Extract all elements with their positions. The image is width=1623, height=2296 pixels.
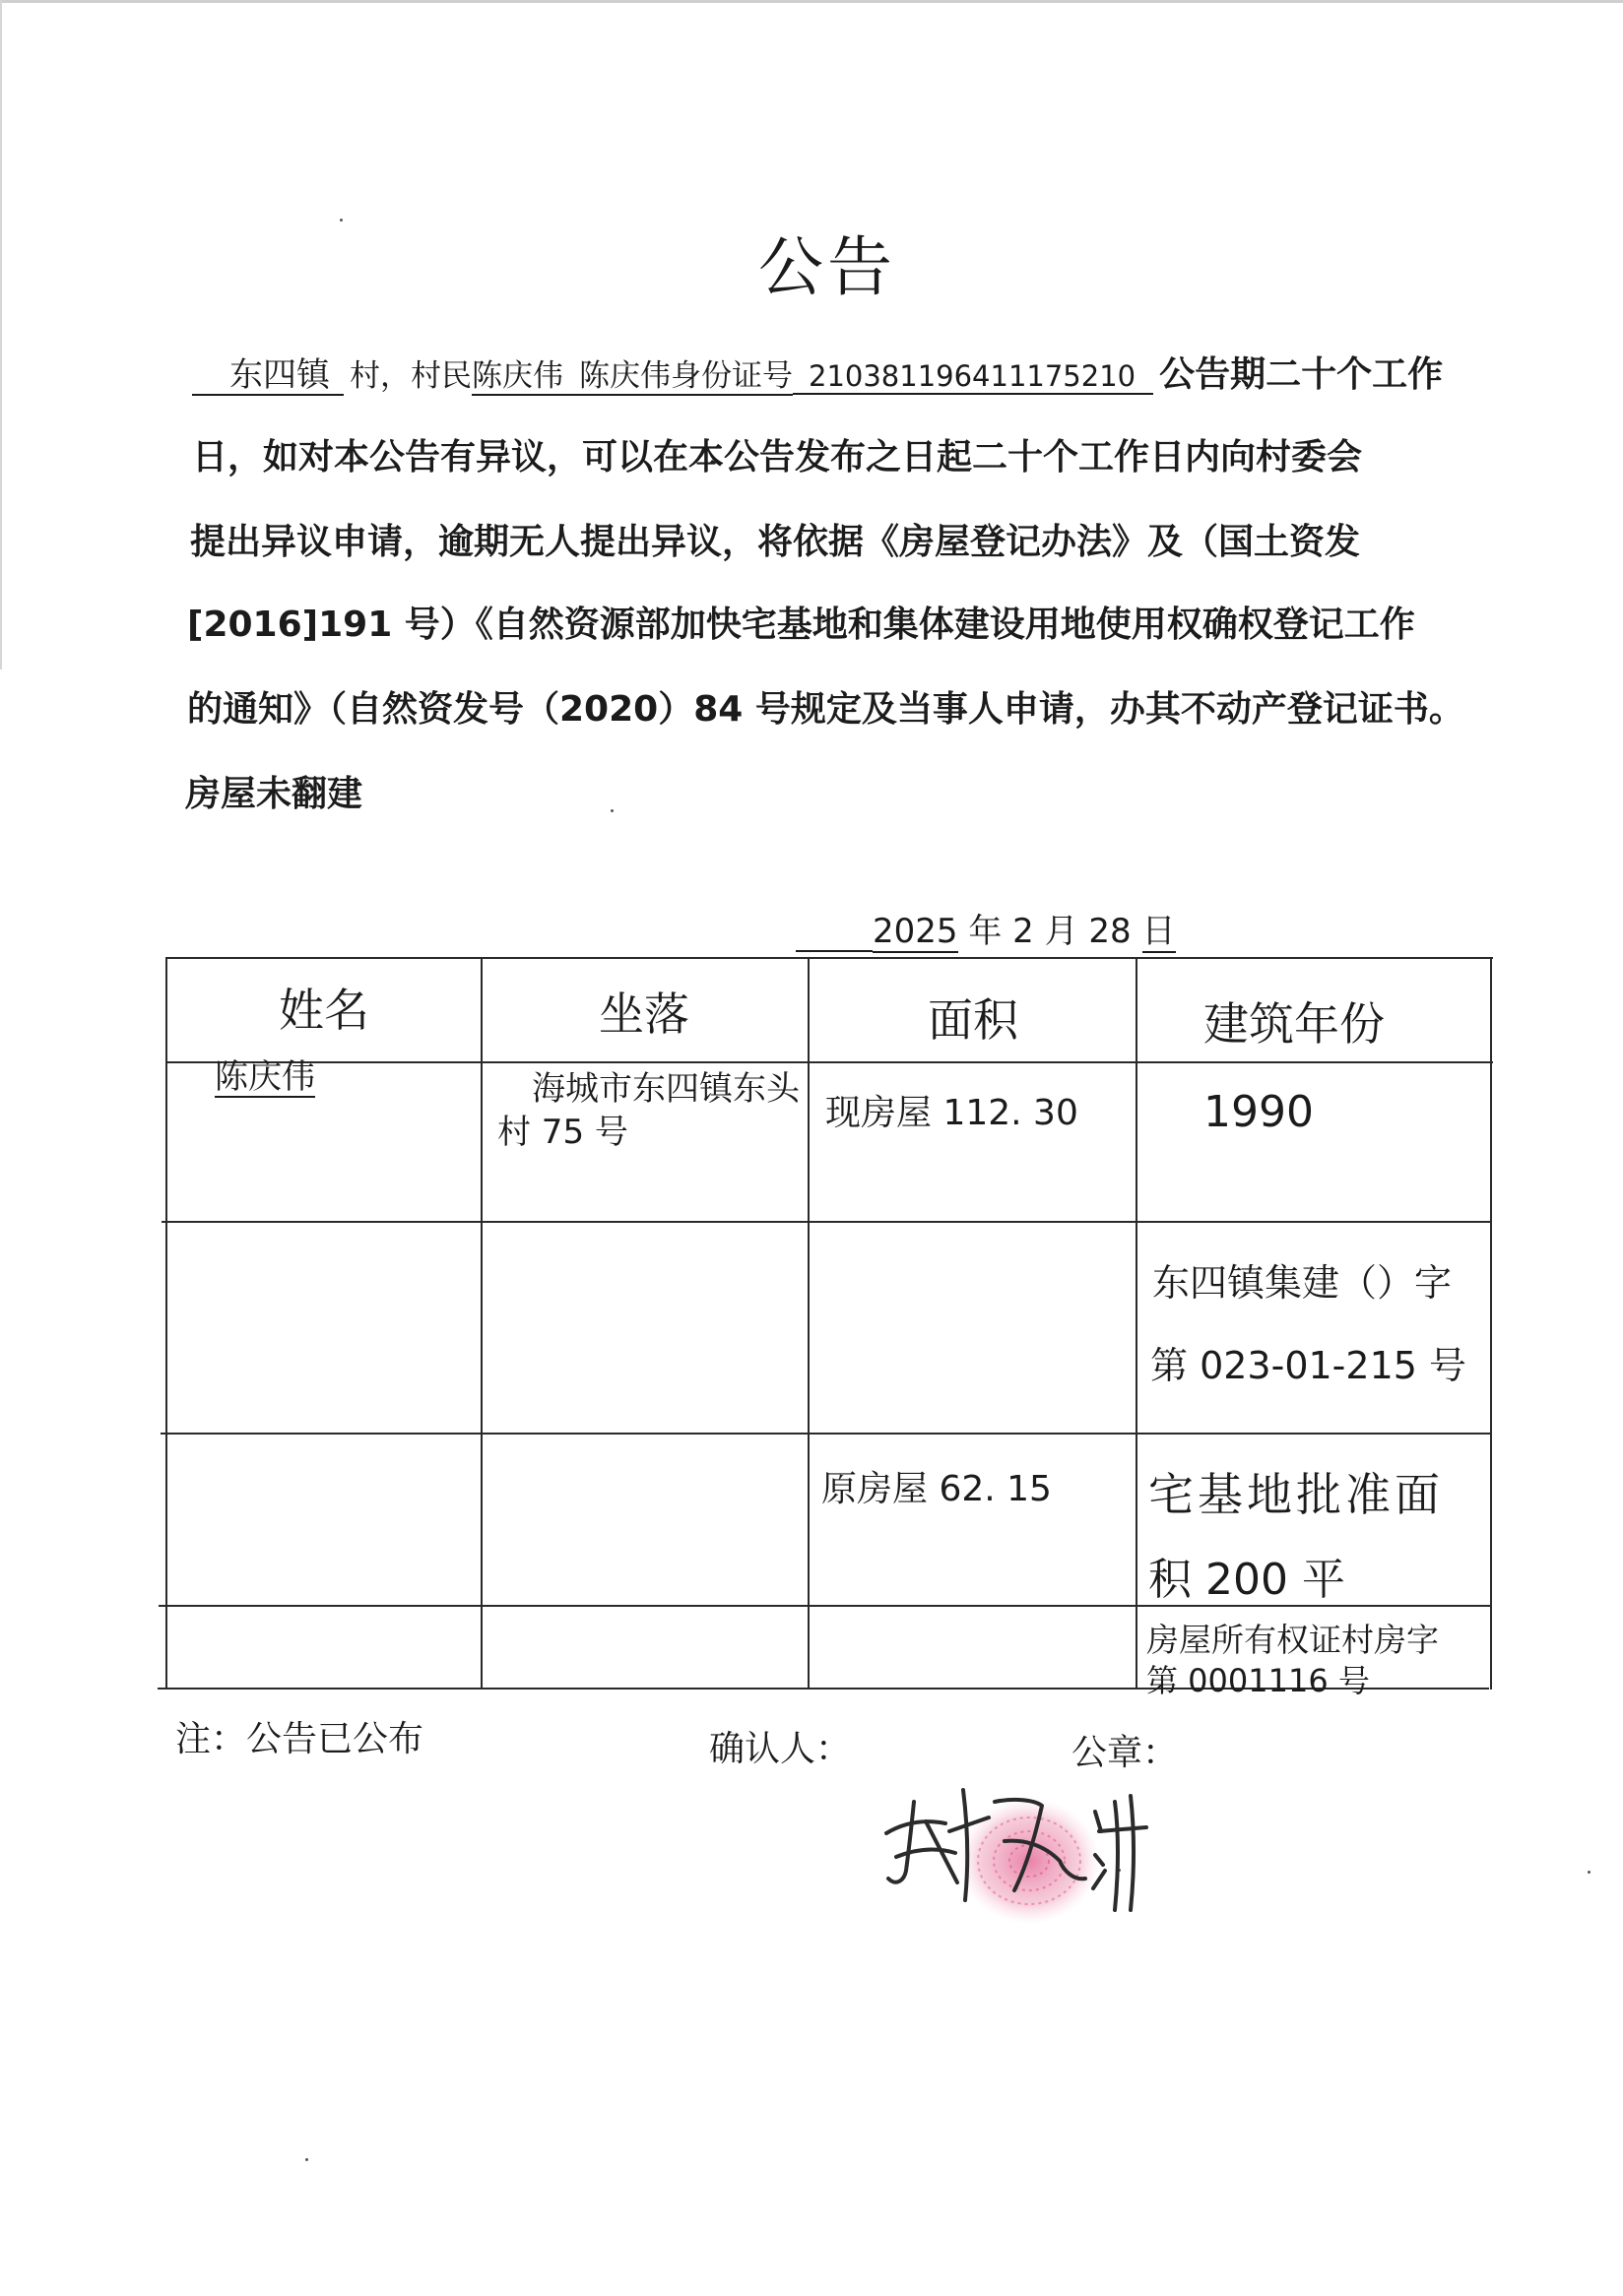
notice-line-3: 提出异议申请，逾期无人提出异议，将依据《房屋登记办法》及（国土资发 bbox=[190, 522, 1361, 562]
table-header-area: 面积 bbox=[928, 993, 1018, 1047]
table-row-divider bbox=[162, 1221, 1491, 1223]
seal-label: 公章： bbox=[1071, 1733, 1179, 1773]
scan-speck bbox=[611, 809, 614, 812]
page-left-edge bbox=[0, 0, 2, 670]
table-row-divider bbox=[165, 1061, 1493, 1063]
date-blank bbox=[796, 915, 873, 952]
date-year-unit: 年 bbox=[968, 912, 1003, 951]
table-col-divider bbox=[481, 957, 483, 1690]
table-header-location: 坐落 bbox=[599, 988, 689, 1041]
fingerprint-mark bbox=[958, 1798, 1100, 1924]
notice-line-1 bbox=[192, 347, 1443, 397]
id-label: 陈庆伟身份证号 bbox=[563, 361, 793, 396]
scan-speck bbox=[1588, 1871, 1591, 1874]
date-day: 28 bbox=[1088, 912, 1132, 951]
owner-name: 陈庆伟 bbox=[215, 1057, 315, 1097]
notice-line-5: 的通知》（自然资发号（2020）84 号规定及当事人申请，办其不动产登记证书。 bbox=[187, 689, 1464, 730]
notice-text-1: 村，村民 bbox=[350, 358, 472, 394]
notice-line-6: 房屋未翻建 bbox=[185, 774, 363, 814]
location-line-1: 海城市东四镇东头 bbox=[532, 1069, 800, 1109]
village-name: 东四镇 bbox=[192, 358, 344, 396]
page-title: 公告 bbox=[758, 229, 896, 305]
ownership-cert-line-1: 房屋所有权证村房字 bbox=[1146, 1621, 1439, 1659]
table-border-left bbox=[165, 957, 167, 1690]
table-col-divider bbox=[808, 957, 810, 1690]
collective-cert-line-1: 东四镇集建（）字 bbox=[1152, 1261, 1453, 1305]
collective-cert-line-2: 第 023-01-215 号 bbox=[1150, 1344, 1466, 1387]
table-border-top bbox=[165, 957, 1493, 959]
table-col-divider bbox=[1136, 957, 1137, 1690]
homestead-approval-line-2: 积 200 平 bbox=[1148, 1555, 1345, 1605]
table-header-build-year: 建筑年份 bbox=[1203, 997, 1385, 1051]
footer-note: 注：公告已公布 bbox=[175, 1719, 424, 1759]
date-year: 2025 bbox=[873, 912, 958, 951]
notice-line-4: [2016]191 号）《自然资源部加快宅基地和集体建设用地使用权确权登记工作 bbox=[187, 605, 1415, 645]
table-row-divider bbox=[161, 1433, 1490, 1435]
confirmer-label: 确认人： bbox=[709, 1729, 852, 1769]
homestead-approval-line-1: 宅基地批准面 bbox=[1148, 1468, 1444, 1521]
id-number: 210381196411175210 bbox=[793, 362, 1153, 395]
location-line-2: 村 75 号 bbox=[497, 1113, 628, 1152]
villager-name: 陈庆伟 bbox=[472, 358, 563, 394]
build-year: 1990 bbox=[1203, 1087, 1314, 1137]
notice-text-2: 公告期二十个工作 bbox=[1159, 354, 1444, 395]
scan-speck bbox=[305, 2158, 308, 2161]
date-month: 2 bbox=[1012, 912, 1034, 951]
date-month-unit: 月 bbox=[1044, 912, 1078, 951]
original-house-area: 原房屋 62. 15 bbox=[821, 1469, 1052, 1509]
notice-line-2: 日，如对本公告有异议，可以在本公告发布之日起二十个工作日内向村委会 bbox=[192, 437, 1363, 478]
date-day-unit: 日 bbox=[1141, 912, 1176, 951]
table-border-right bbox=[1490, 957, 1492, 1690]
table-header-name: 姓名 bbox=[279, 984, 369, 1037]
signature-with-fingerprint bbox=[867, 1762, 1162, 1940]
page-top-edge bbox=[0, 0, 1623, 3]
current-house-area: 现房屋 112. 30 bbox=[825, 1093, 1078, 1133]
ownership-cert-line-2: 第 0001116 号 bbox=[1146, 1662, 1370, 1699]
notice-date bbox=[796, 904, 1176, 952]
